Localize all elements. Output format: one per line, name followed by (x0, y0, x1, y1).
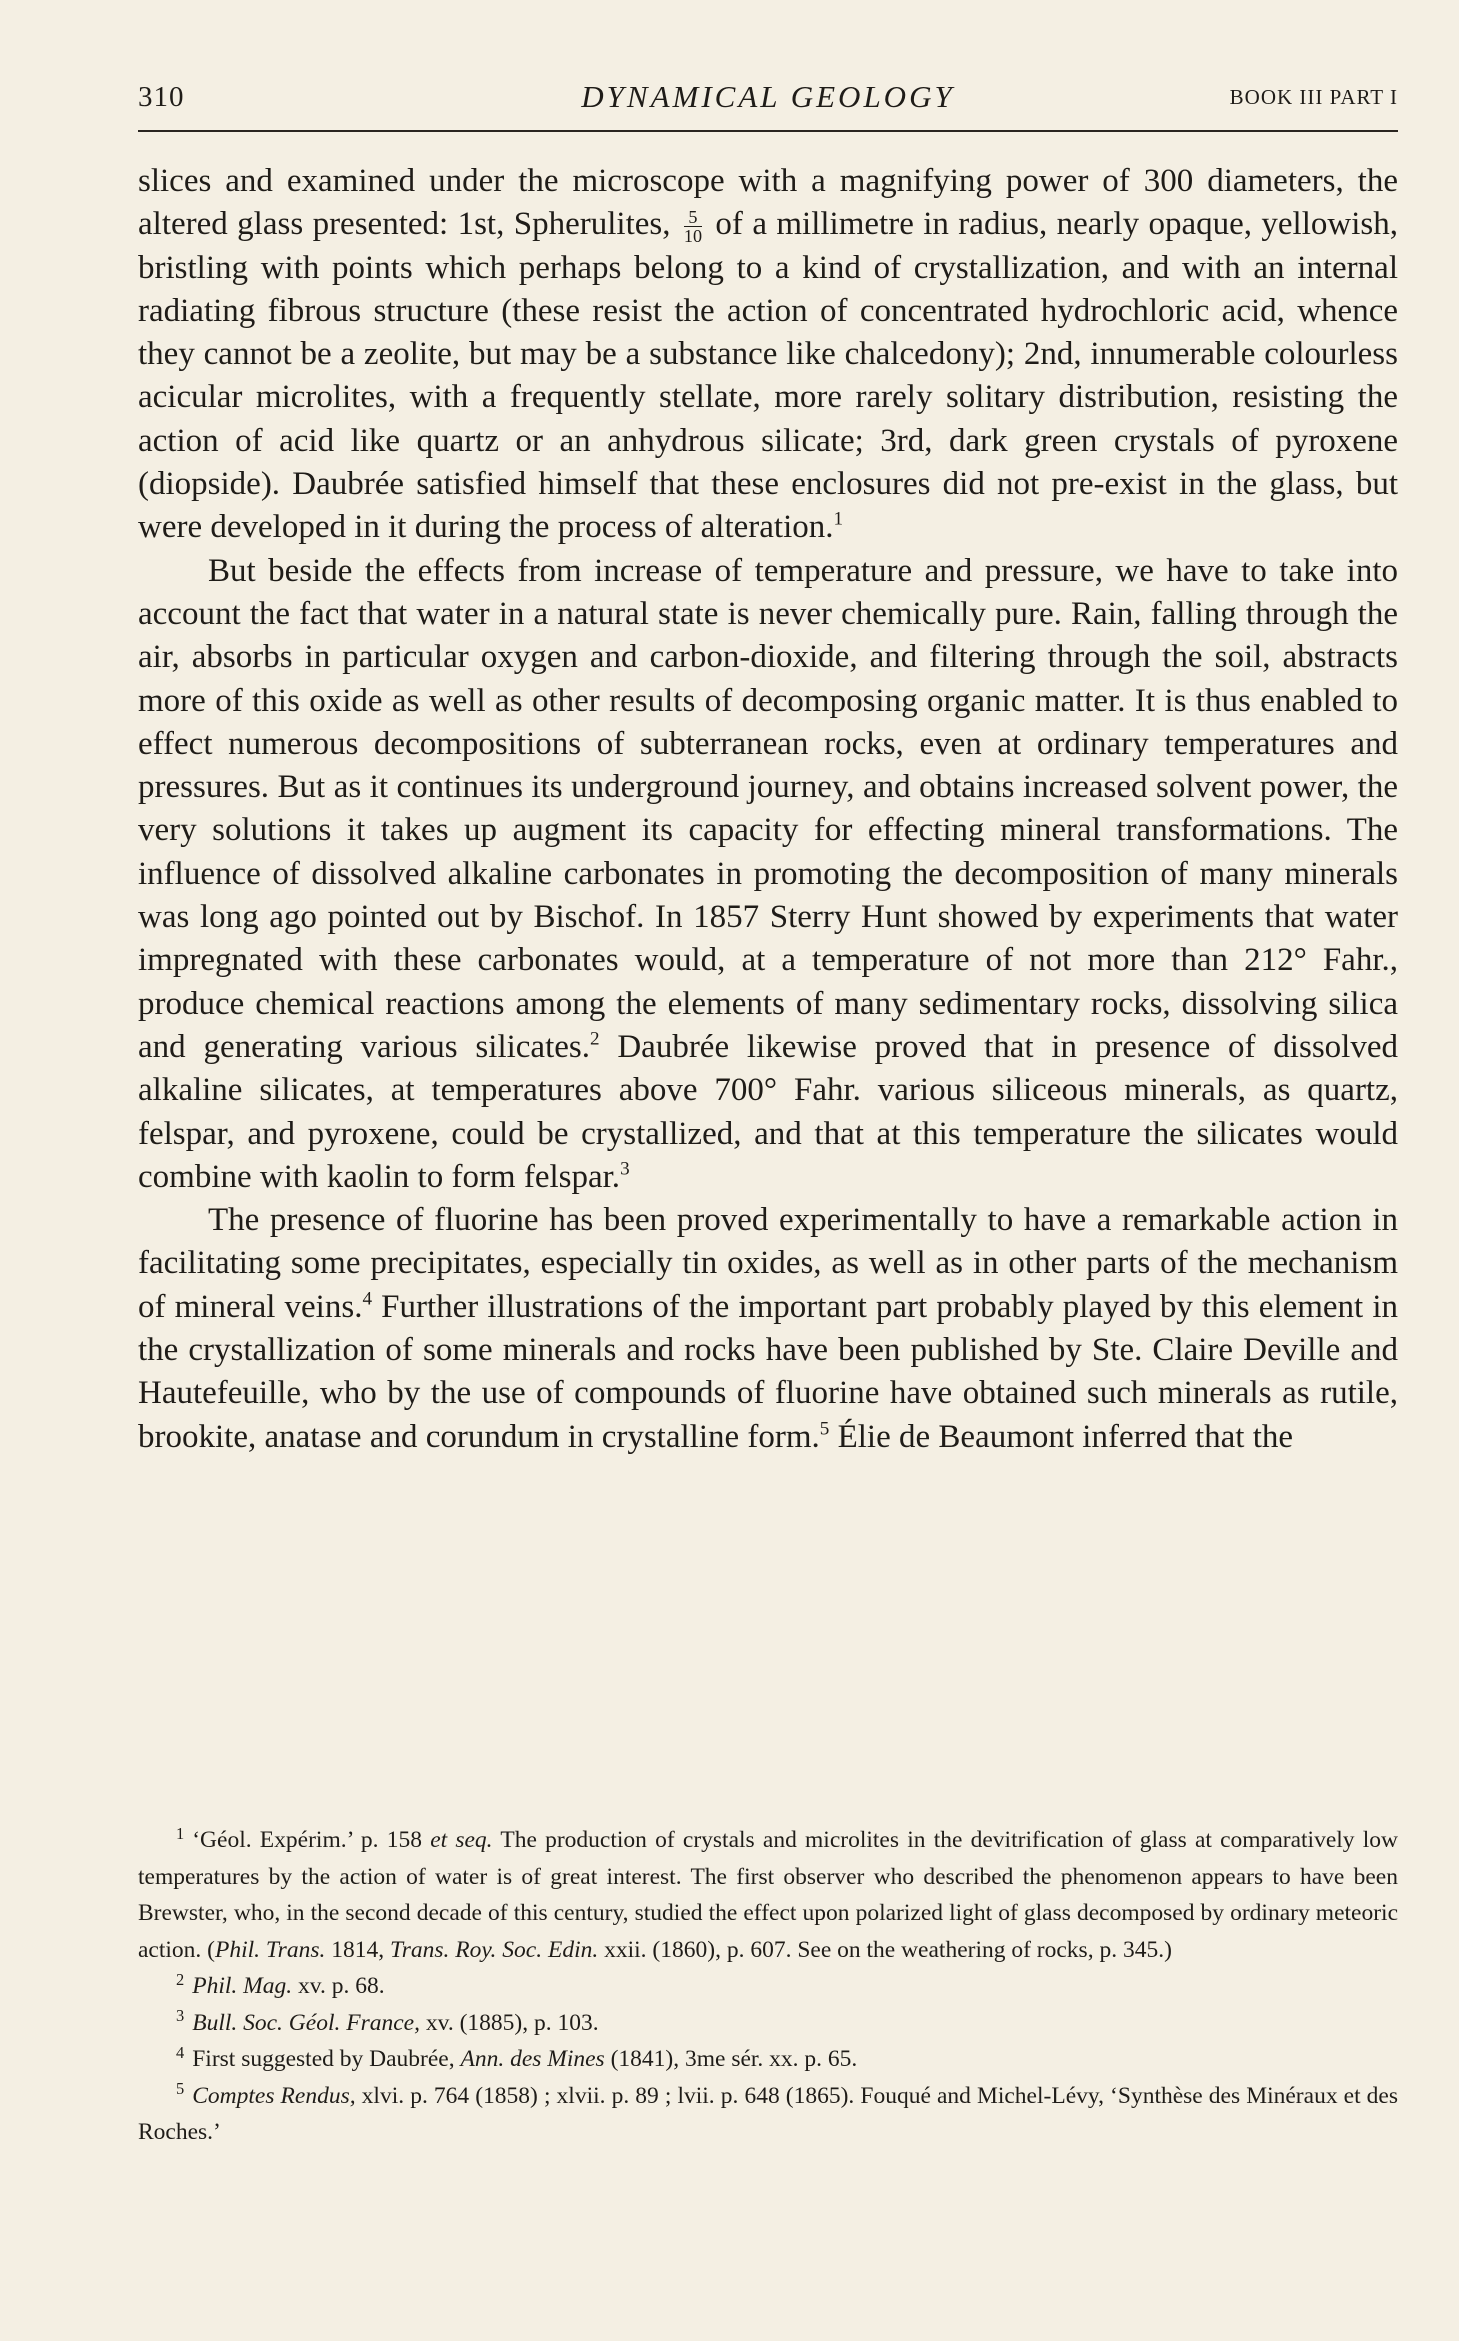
footnote-4-mark: 4 (176, 2042, 185, 2062)
footnote-2 (138, 1968, 1398, 2005)
footnote-ref-5: 5 (819, 1418, 830, 1440)
body-text (138, 160, 1398, 1459)
footnote-5-italic: Comptes Rendus, (192, 2082, 356, 2109)
running-title: DYNAMICAL GEOLOGY (581, 79, 955, 114)
footnote-5-mark: 5 (176, 2079, 185, 2099)
footnote-1-text-a: ‘Géol. Expérim.’ p. 158 (192, 1827, 431, 1853)
footnote-1-text-b: The production of crystals and microlites in the devitrification of glass at comparatively low temperatures by the action of water is of great interest. The first observer who described the phenomenon appears to have been Brewster, who, in the second decade of this century, studied the effect upon polarized light of glass decomposed by ordinary meteoric action. ( (138, 1827, 1398, 1963)
paragraph-3-text-a: The presence of fluorine has been proved experimentally to have a remarkable action in facilitating some precipitates, especially tin oxides, as well as in other parts of the mechanism of mineral veins. (138, 1202, 1398, 1325)
footnote-ref-1: 1 (833, 508, 844, 530)
section-label: BOOK III PART I (1229, 85, 1398, 109)
page-number: 310 (138, 81, 185, 113)
footnote-4 (138, 2041, 1398, 2078)
footnote-ref-3: 3 (620, 1158, 630, 1180)
footnote-4-italic: Ann. des Mines (460, 2046, 605, 2072)
paragraph-1 (138, 160, 1398, 550)
footnote-1-italic-c: Trans. Roy. Soc. Edin. (389, 1936, 599, 1963)
footnote-2-mark: 2 (176, 1969, 185, 1989)
paragraph-2-text-a: But beside the effects from increase of temperature and pressure, we have to take into account the fact that water in a natural state is never chemically pure. Rain, falling through the air, absorbs in particular oxygen and carbon-dioxide, and filtering through the soil, abstracts more of this oxide as well as other results of decomposing organic matter. It is thus enabled to effect numerous decompositions of subterranean rocks, even at ordinary temperatures and pressures. But as it continues its underground journey, and obtains increased solvent power, the very solutions it takes up augment its capacity for effecting mineral transformations. The influence of dissolved alkaline carbonates in promoting the decomposition of many minerals was long ago pointed out by Bischof. In 1857 Sterry Hunt showed by experiments that water impregnated with these carbonates would, at a temperature of not more than 212° Fahr., produce chemical reactions among the elements of many sedimentary rocks, dissolving silica and generating various silicates. (138, 552, 1398, 1065)
paragraph-2-text-b: Daubrée likewise proved that in presence of dissolved alkaline silicates, at temperatures above 700° Fahr. various siliceous minerals, as quartz, felspar, and pyroxene, could be crystallized, and that at this temperature the silicates would combine with kaolin to form felspar. (138, 1028, 1398, 1195)
footnote-1-text-c: 1814, (325, 1936, 390, 1963)
fraction-denominator: 10 (683, 226, 703, 247)
fraction-numerator: 5 (684, 208, 702, 227)
paragraph-3-text-b: Further illustrations of the important part probably played by this element in the crystallization of some minerals and rocks have been published by Ste. Claire Deville and Hautefeuille, who by the use of compounds of fluorine have obtained such minerals as rutile, brookite, anatase and corundum in crystalline form. (138, 1288, 1399, 1455)
footnote-1 (138, 1822, 1398, 1968)
paragraph-1-text-a: slices and examined under the microscope with a magnifying power of 300 diameters, the altered glass presented: 1st, Spherulites, (138, 163, 1398, 243)
footnote-5-text: xlvi. p. 764 (1858) ; xlvii. p. 89 ; lvii. p. 648 (1865). Fouqué and Michel-Lévy, ‘Synthèse des Minéraux et des Roches.’ (138, 2082, 1399, 2145)
paragraph-3-text-c: Élie de Beaumont inferred that the (829, 1418, 1294, 1455)
footnote-3-italic: Bull. Soc. Géol. France, (192, 2009, 420, 2036)
fraction (684, 208, 702, 245)
footnotes (138, 1822, 1398, 2151)
footnote-3-text: xv. (1885), p. 103. (419, 2009, 599, 2036)
footnote-1-italic-b: Phil. Trans. (215, 1936, 326, 1963)
page-header (138, 72, 1398, 122)
footnote-1-text-d: xxii. (1860), p. 607. See on the weathering of rocks, p. 345.) (598, 1936, 1172, 1963)
footnote-ref-2: 2 (589, 1028, 600, 1050)
footnote-1-italic-a: et seq. (430, 1827, 493, 1853)
footnote-4-text-b: (1841), 3me sér. xx. p. 65. (604, 2046, 858, 2072)
paragraph-2 (138, 550, 1398, 1199)
footnote-3-mark: 3 (176, 2006, 185, 2026)
footnote-4-text-a: First suggested by Daubrée, (192, 2046, 461, 2072)
paragraph-3 (138, 1199, 1398, 1459)
footnote-ref-4: 4 (362, 1288, 373, 1310)
footnote-2-italic: Phil. Mag. (192, 1973, 293, 1999)
header-rule (138, 130, 1398, 132)
footnote-2-text: xv. p. 68. (292, 1973, 385, 1999)
paragraph-1-text-b: of a millimetre in radius, nearly opaque, yellowish, bristling with points which perhaps belong to a kind of crystallization, and with an internal radiating fibrous structure (these resist the action of concentrated hydrochloric acid, whence they cannot be a zeolite, but may be a substance like chalcedony); 2nd, innumerable colourless acicular microlites, with a frequently stellate, more rarely solitary distribution, resisting the action of acid like quartz or an anhydrous silicate; 3rd, dark green crystals of pyroxene (diopside). Daubrée satisfied himself that these enclosures did not pre-exist in the glass, but were developed in it during the process of alteration. (138, 206, 1398, 546)
footnote-5 (138, 2078, 1398, 2151)
footnote-1-mark: 1 (176, 1823, 185, 1843)
footnote-3 (138, 2005, 1398, 2042)
